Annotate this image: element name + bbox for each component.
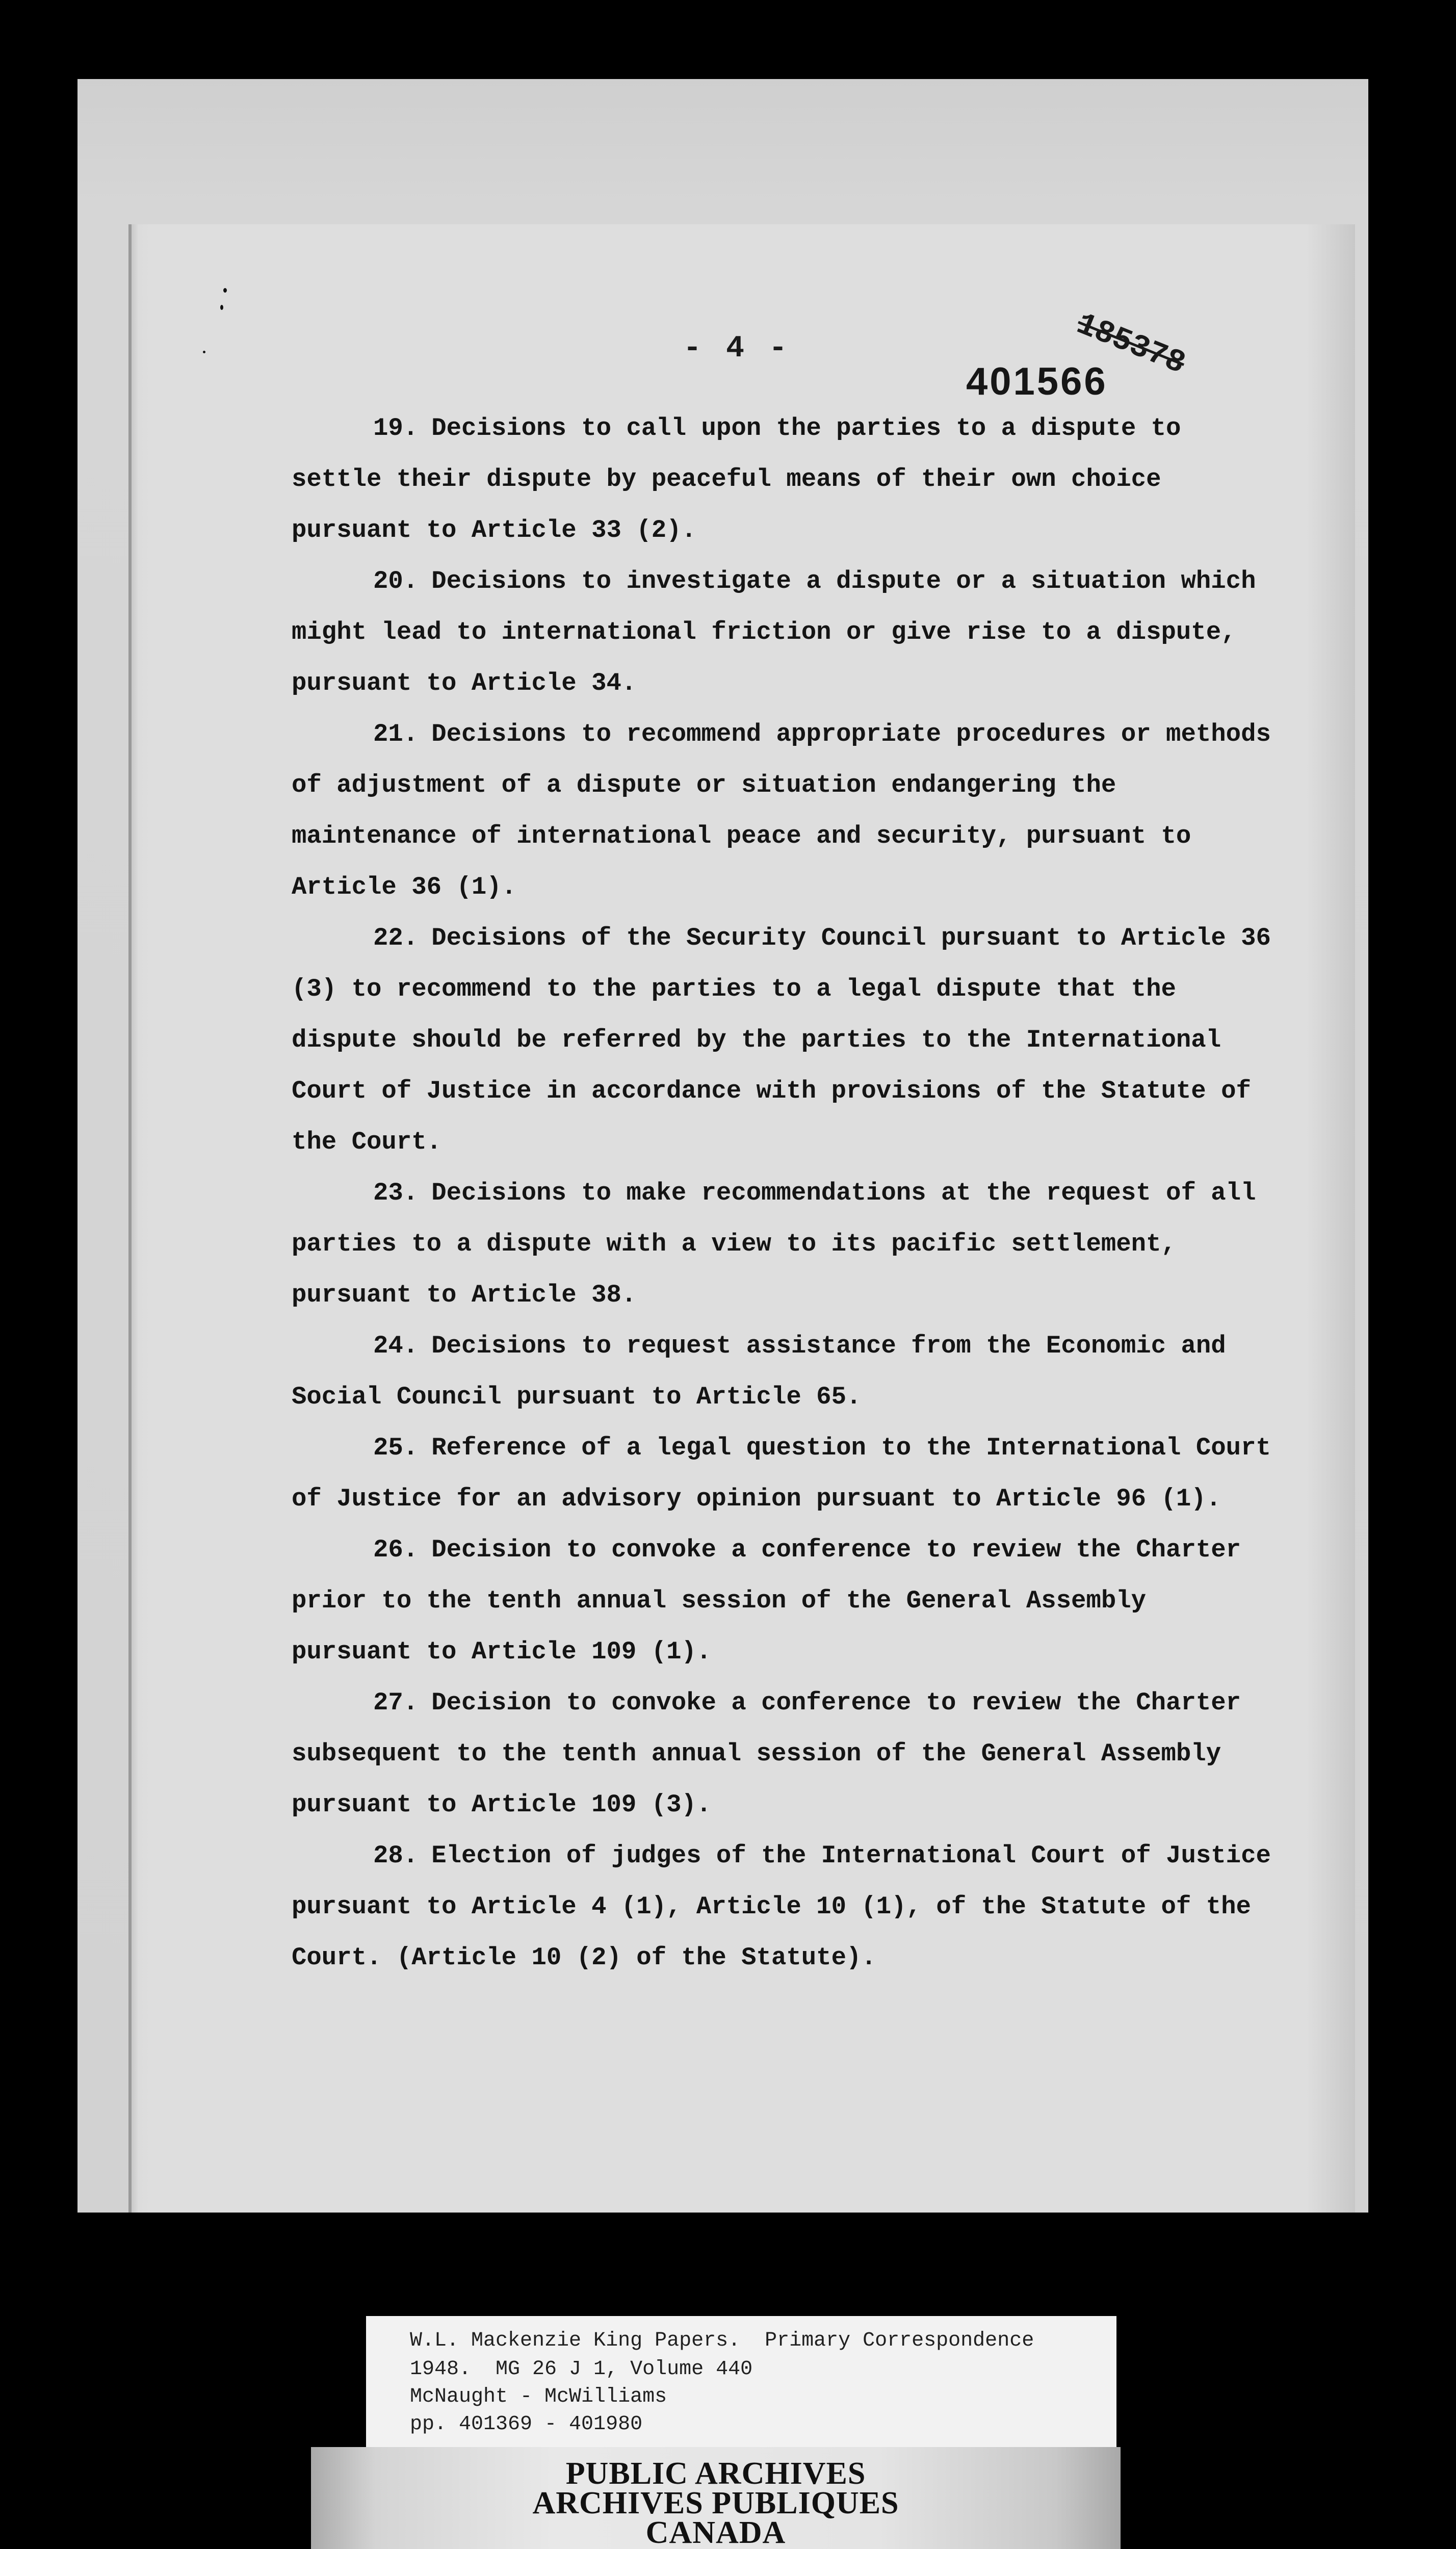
item-text: Decisions to investigate a dispute or a situation which might lead to international friction or give rise to a dispute, pursuant to Article 34. <box>292 567 1256 697</box>
item-text: Decisions to call upon the parties to a dispute to settle their dispute by peaceful means of their own choice pursuant to Article 33 (2). <box>292 414 1181 544</box>
item-number: 22. <box>373 924 419 952</box>
archive-stamp <box>311 2447 1121 2549</box>
scan-speck <box>223 288 227 293</box>
archive-label-pages: pp. 401369 - 401980 <box>410 2413 643 2436</box>
scan-speck <box>220 305 223 310</box>
list-item <box>292 709 1281 913</box>
document-number-stamp: 401566 <box>966 360 1108 403</box>
list-item <box>292 1167 1281 1320</box>
archive-stamp-country: CANADA <box>645 2515 786 2549</box>
item-number: 27. <box>373 1688 419 1717</box>
item-number: 24. <box>373 1332 419 1360</box>
list-item <box>292 1320 1281 1422</box>
item-number: 20. <box>373 567 419 595</box>
item-text: Decisions to request assistance from the Economic and Social Council pursuant to Article 65. <box>292 1332 1226 1411</box>
scan-speck <box>203 351 205 353</box>
item-number: 25. <box>373 1434 419 1462</box>
item-text: Decision to convoke a conference to review the Charter subsequent to the tenth annual session of the General Assembly pursuant to Article 109 (3). <box>292 1688 1241 1819</box>
item-number: 19. <box>373 414 419 443</box>
list-item <box>292 1524 1281 1677</box>
archive-label-collection: W.L. Mackenzie King Papers. Primary Correspondence <box>410 2329 1034 2352</box>
struck-document-number: 185378 <box>1071 306 1190 382</box>
item-number: 23. <box>373 1179 419 1207</box>
decision-list <box>292 403 1281 1983</box>
archive-label-volume: 1948. MG 26 J 1, Volume 440 <box>410 2358 753 2381</box>
archive-label-file: McNaught - McWilliams <box>410 2385 667 2408</box>
archive-stamp-french: ARCHIVES PUBLIQUES <box>532 2486 899 2520</box>
archive-stamp-english: PUBLIC ARCHIVES <box>565 2456 866 2491</box>
item-number: 26. <box>373 1536 419 1564</box>
list-item <box>292 1677 1281 1830</box>
list-item <box>292 1830 1281 1983</box>
list-item <box>292 913 1281 1167</box>
list-item <box>292 1422 1281 1524</box>
list-item <box>292 556 1281 709</box>
item-text: Decisions to make recommendations at the request of all parties to a dispute with a view to its pacific settlement, pursuant to Article 38. <box>292 1179 1256 1309</box>
item-text: Decisions to recommend appropriate procedures or methods of adjustment of a dispute or situation endangering the maintenance of international peace and security, pursuant to Article 36 (1). <box>292 720 1271 901</box>
item-text: Election of judges of the International Court of Justice pursuant to Article 4 (1), Article 10 (1), of the Statute of the Court. (Article 10 (2) of the Statute). <box>292 1841 1271 1972</box>
item-text: Reference of a legal question to the International Court of Justice for an advisory opinion pursuant to Article 96 (1). <box>292 1434 1271 1513</box>
list-item <box>292 403 1281 556</box>
item-text: Decisions of the Security Council pursuant to Article 36 (3) to recommend to the parties to a legal dispute that the dispute should be referred by the parties to the International Court of Justice in accordance with provisions of the Statute of the Court. <box>292 924 1271 1156</box>
item-text: Decision to convoke a conference to review the Charter prior to the tenth annual session of the General Assembly pursuant to Article 109 (1). <box>292 1536 1241 1666</box>
page-number: - 4 - <box>683 331 791 366</box>
item-number: 21. <box>373 720 419 748</box>
item-number: 28. <box>373 1841 419 1870</box>
archive-label <box>366 2316 1116 2454</box>
